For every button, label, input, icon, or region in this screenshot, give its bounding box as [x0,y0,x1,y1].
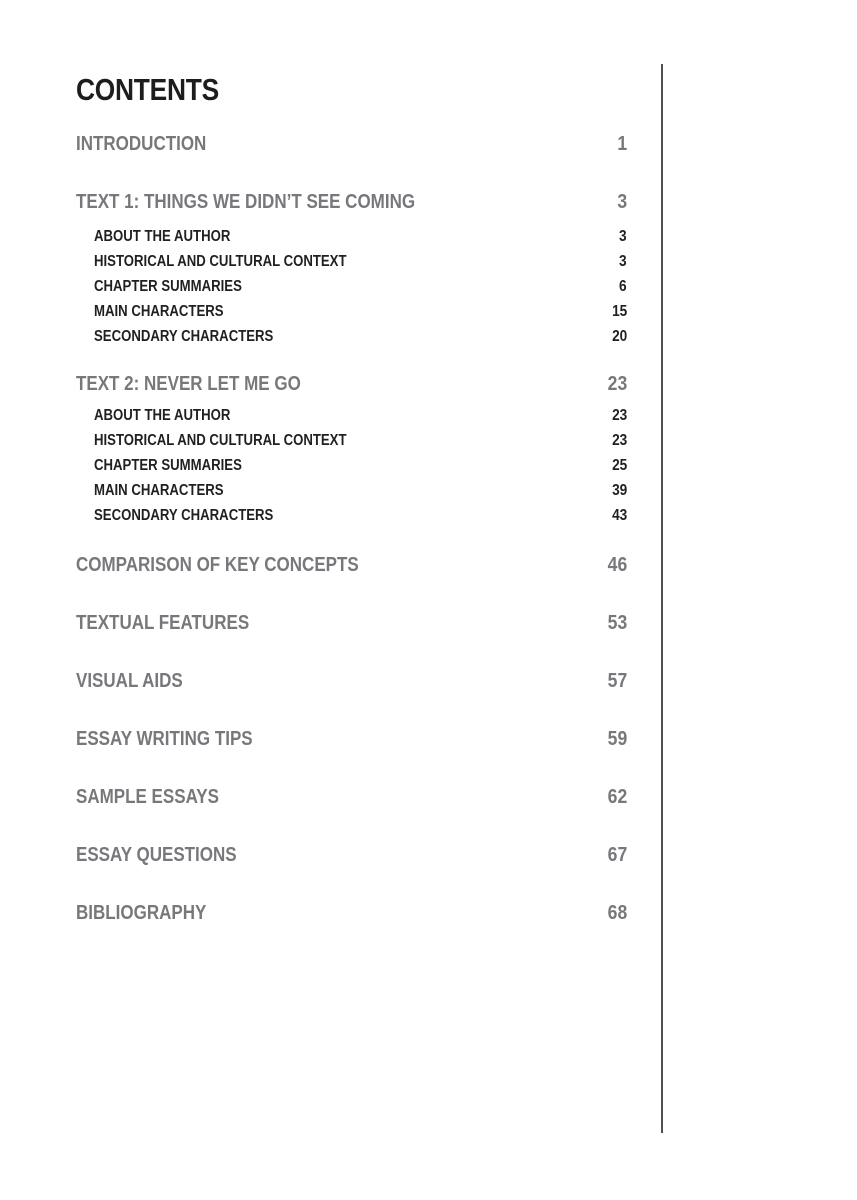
toc-entry-text-2 [76,374,627,394]
toc-subentry [94,508,627,524]
toc-subentry-page: 20 [611,328,627,345]
toc-entry-comparison [76,555,627,575]
toc-entry-page: 62 [607,786,627,808]
toc-entry-page: 67 [607,844,627,866]
toc-entry-label: COMPARISON OF KEY CONCEPTS [76,554,359,576]
toc-entry-page: 23 [607,373,627,395]
toc-subentry [94,408,627,424]
toc-subentry-label: SECONDARY CHARACTERS [94,507,274,524]
toc-subentry-page: 3 [619,253,627,270]
toc-entry-text-1 [76,192,627,212]
toc-subentry-page: 23 [611,407,627,424]
toc-subentry [94,458,627,474]
toc-subentry [94,304,627,320]
toc-entry-page: 46 [607,554,627,576]
toc-entry-page: 59 [607,728,627,750]
toc-entry-sample-essays [76,787,627,807]
toc-entry-label: VISUAL AIDS [76,670,183,692]
toc-entry-label: ESSAY WRITING TIPS [76,728,253,750]
toc-subentry-page: 25 [611,457,627,474]
toc-subentry-label: CHAPTER SUMMARIES [94,457,242,474]
toc-subentry-label: ABOUT THE AUTHOR [94,407,231,424]
toc-entry-label: BIBLIOGRAPHY [76,902,207,924]
toc-entry-introduction [76,134,627,154]
toc-entry-page: 53 [607,612,627,634]
table-of-contents [76,0,627,1200]
toc-subentry-label: ABOUT THE AUTHOR [94,228,231,245]
toc-subentry [94,329,627,345]
toc-entry-essay-writing-tips [76,729,627,749]
toc-entry-page: 1 [617,133,627,155]
toc-subentry-label: HISTORICAL AND CULTURAL CONTEXT [94,253,347,270]
toc-entry-page: 68 [607,902,627,924]
toc-subentry-label: MAIN CHARACTERS [94,303,224,320]
toc-entry-label: ESSAY QUESTIONS [76,844,237,866]
toc-entry-bibliography [76,903,627,923]
page-title: CONTENTS [76,72,219,107]
toc-subentry-page: 39 [611,482,627,499]
toc-subentry-page: 3 [619,228,627,245]
toc-entry-visual-aids [76,671,627,691]
toc-subentry-page: 6 [619,278,627,295]
toc-subentry-page: 15 [611,303,627,320]
toc-subentry-label: HISTORICAL AND CULTURAL CONTEXT [94,432,347,449]
toc-subentry-label: CHAPTER SUMMARIES [94,278,242,295]
toc-entry-label: SAMPLE ESSAYS [76,786,219,808]
toc-subentry [94,433,627,449]
toc-subentry-label: SECONDARY CHARACTERS [94,328,274,345]
toc-entry-label: TEXT 1: THINGS WE DIDN’T SEE COMING [76,191,416,213]
toc-subentry-page: 23 [611,432,627,449]
vertical-divider [661,64,663,1133]
toc-entry-label: TEXT 2: NEVER LET ME GO [76,373,301,395]
toc-entry-page: 3 [617,191,627,213]
toc-entry-textual-features [76,613,627,633]
toc-subentry [94,483,627,499]
toc-subentry-label: MAIN CHARACTERS [94,482,224,499]
toc-subentry [94,229,627,245]
toc-subentry [94,254,627,270]
toc-entry-page: 57 [607,670,627,692]
toc-entry-label: INTRODUCTION [76,133,207,155]
toc-entry-label: TEXTUAL FEATURES [76,612,250,634]
toc-subentry-page: 43 [611,507,627,524]
toc-entry-essay-questions [76,845,627,865]
toc-subentry [94,279,627,295]
